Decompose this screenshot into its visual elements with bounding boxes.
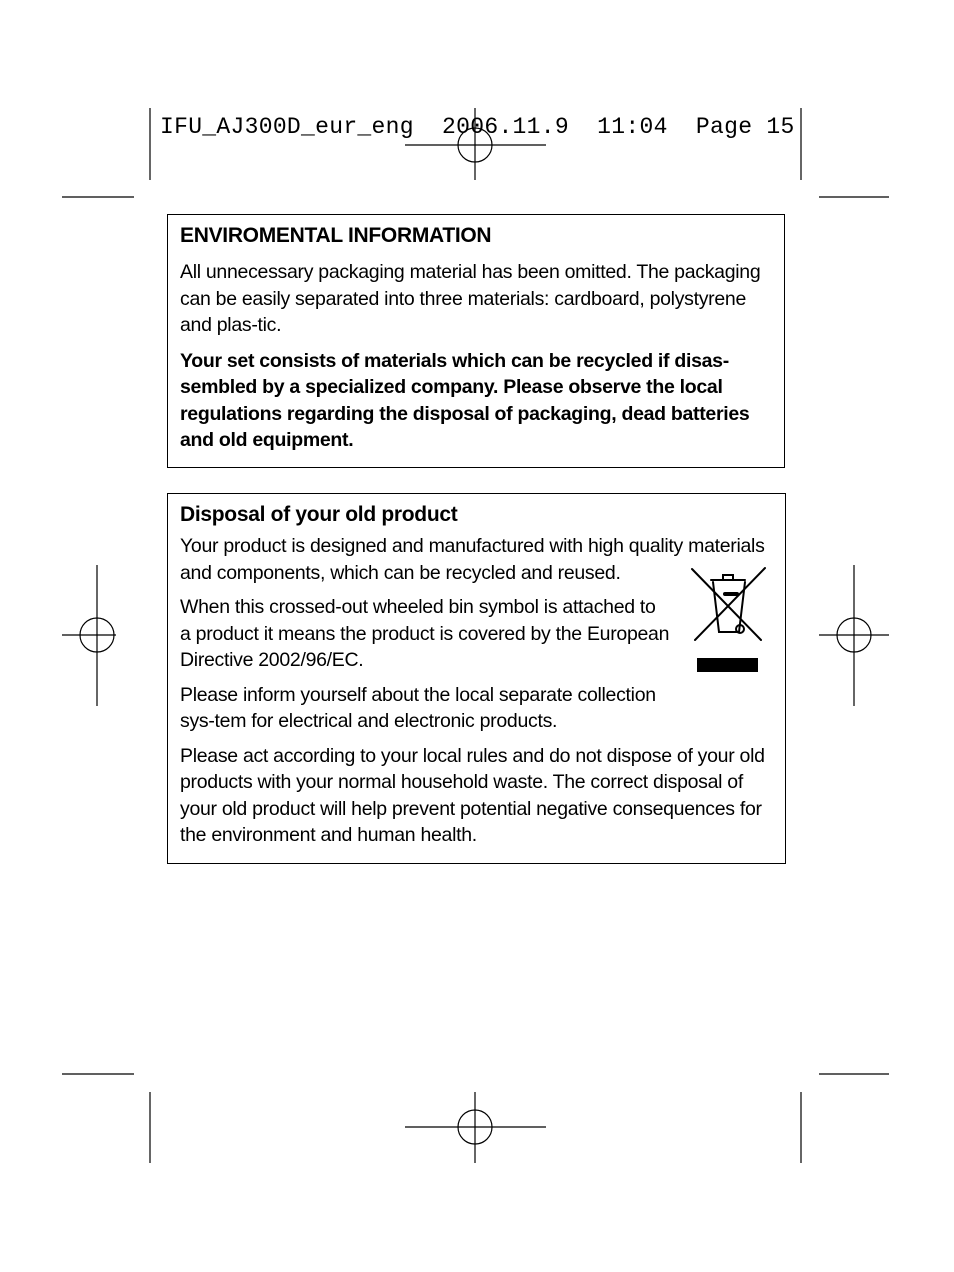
registration-mark-right [819, 565, 889, 706]
registration-mark-bottom [405, 1092, 546, 1163]
environmental-information-box [167, 214, 785, 468]
registration-mark-top [405, 108, 546, 180]
disposal-heading: Disposal of your old product [180, 503, 458, 526]
print-slug-line: IFU_AJ300D_eur_eng 2006.11.9 11:04 Page 15 [160, 114, 795, 140]
registration-mark-left [62, 565, 116, 706]
disposal-box [167, 493, 786, 864]
environmental-recycling-notice: Your set consists of materials which can be recycled if disas-sembled by a specialized company. Please observe the local regulations regarding the disposal of packaging, dead batteries and old equipment. [180, 349, 750, 451]
disposal-paragraph: Your product is designed and manufactured with high quality materials and components, which can be recycled and reused. [180, 535, 765, 584]
disposal-paragraph: Please inform yourself about the local separate collection sys-tem for electrical and electronic products. [180, 683, 656, 732]
environmental-paragraph: All unnecessary packaging material has been omitted. The packaging can be easily separated into three materials: cardboard, polystyrene and plas-tic. [180, 261, 761, 336]
disposal-paragraph: Please act according to your local rules and do not dispose of your old products with your normal household waste. The correct disposal of your old product will help prevent potential negative consequences for the environment and human health. [180, 744, 765, 846]
disposal-paragraph: When this crossed-out wheeled bin symbol is attached to a product it means the product is covered by the European Directive 2002/96/EC. [180, 596, 670, 671]
crossed-out-wheeled-bin-icon [689, 566, 769, 676]
environmental-heading: ENVIROMENTAL INFORMATION [180, 224, 492, 247]
